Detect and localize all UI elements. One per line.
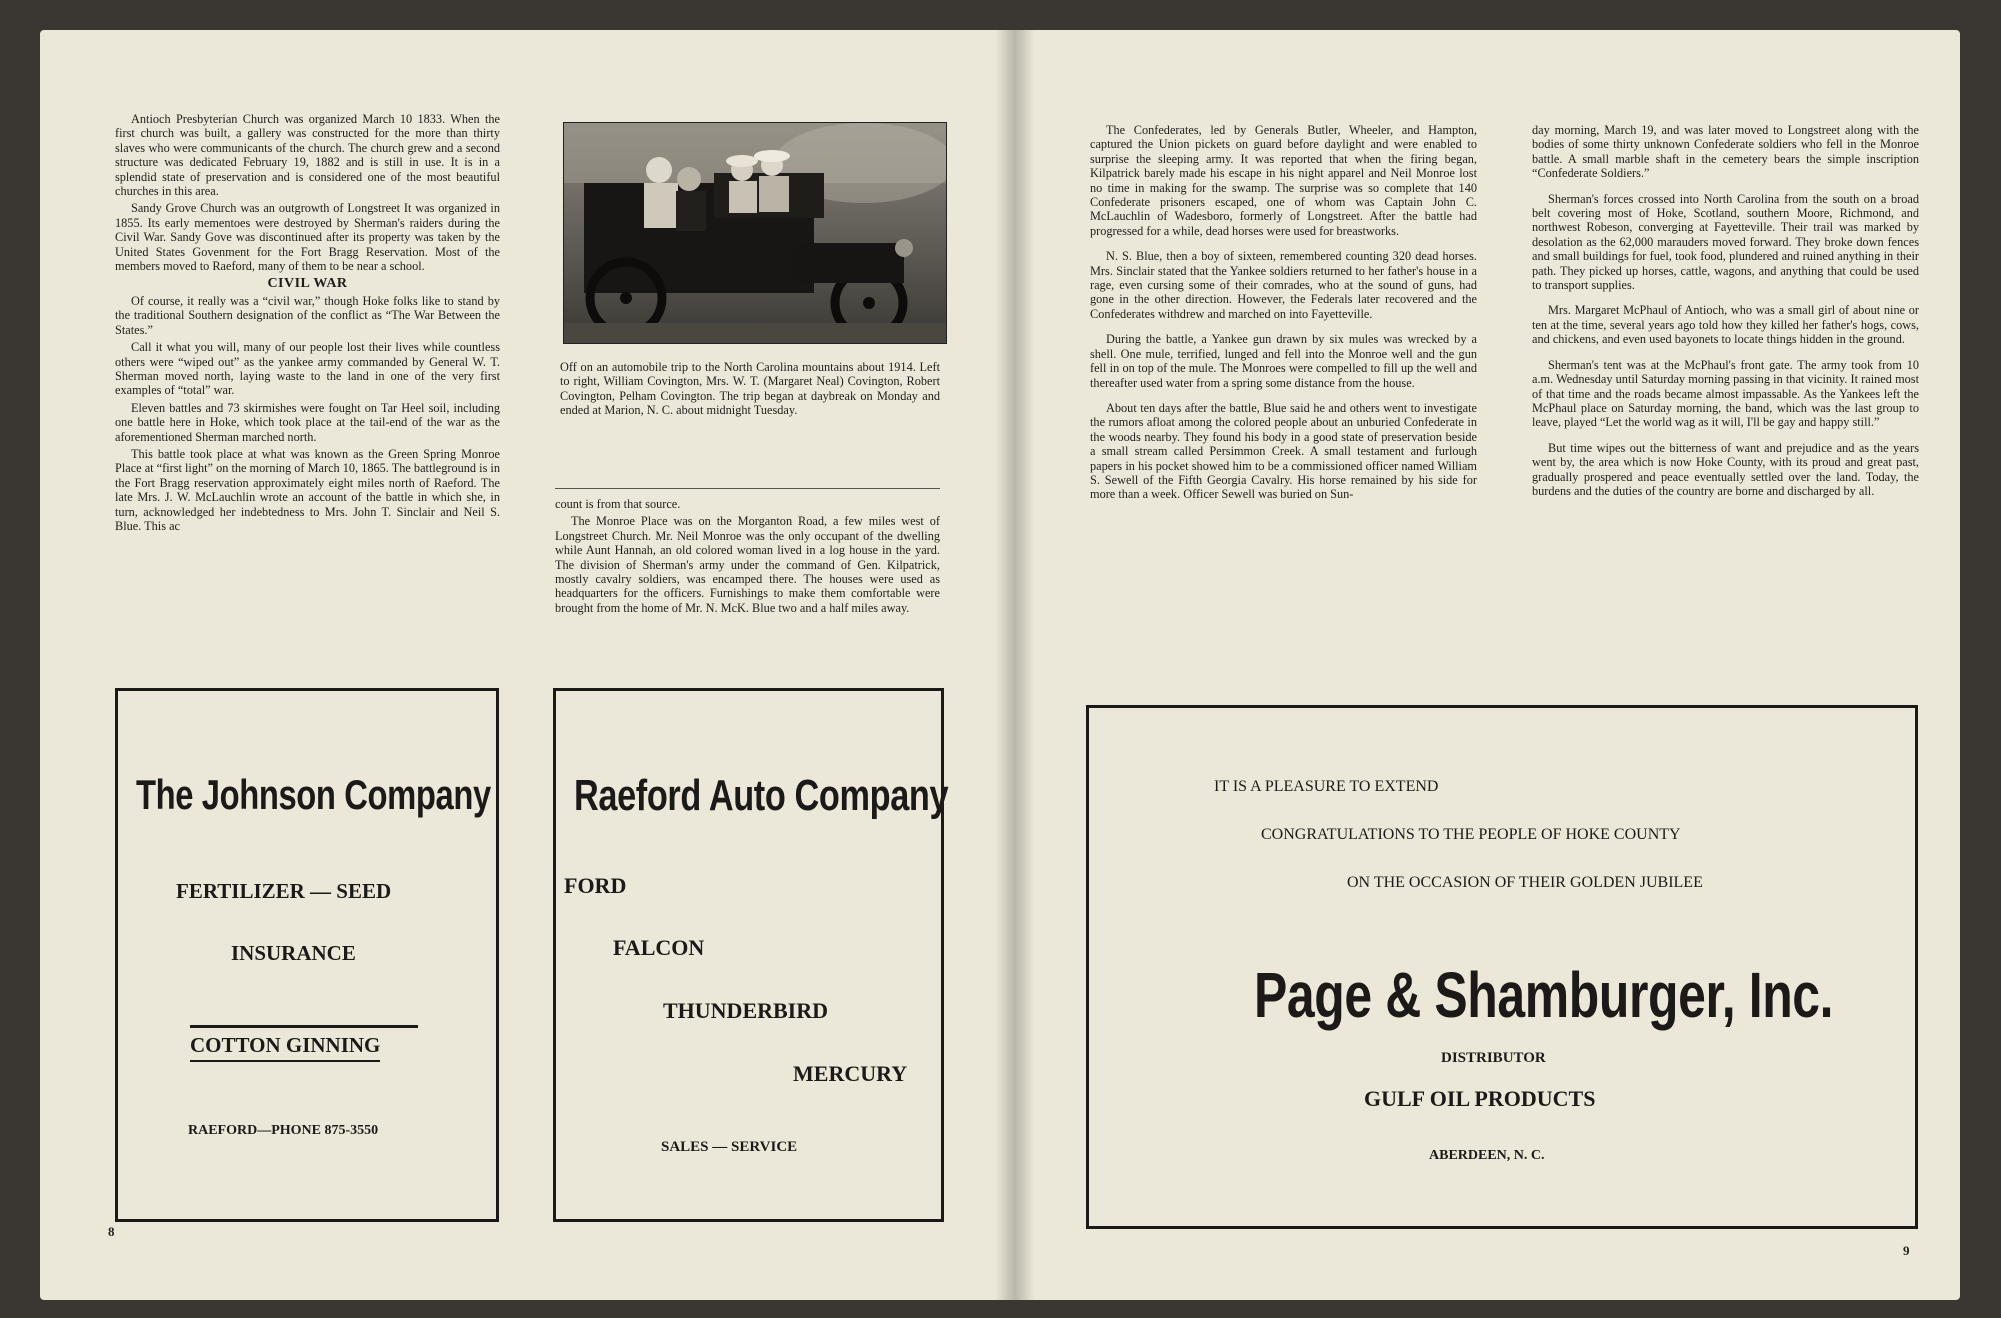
- johnson-ad-footer: RAEFORD—PHONE 875-3550: [188, 1123, 379, 1138]
- johnson-ad-line: INSURANCE: [231, 941, 356, 965]
- shamburger-ad-line: ON THE OCCASION OF THEIR GOLDEN JUBILEE: [1347, 874, 1703, 891]
- raeford-ad-title: Raeford Auto Company: [574, 771, 949, 820]
- paragraph: day morning, March 19, and was later moved to Longstreet along with the bodies of some thirty unknown Confederate soldiers who fell in the Monroe battle. A small marble shaft in the cemetery bears the simple inscription “Confederate Soldiers.”: [1532, 123, 1919, 181]
- paragraph: Mrs. Margaret McPhaul of Antioch, who was a small girl of about nine or ten at the time, several years ago told how they killed her father's hogs, cows, and chickens, and even used bayonets to locate things hidden in the ground.: [1532, 303, 1919, 347]
- right-article-column-1: [1090, 123, 1477, 513]
- shamburger-ad-sub: ABERDEEN, N. C.: [1429, 1148, 1545, 1163]
- paragraph: Sandy Grove Church was an outgrowth of Longstreet It was organized in 1855. Its early mementoes were destroyed by Sherman's raiders during the Civil War. Sandy Gove was discontinued after its property was taken by the United States Govenment for the Fort Bragg Reservation. Most of the members moved to Raeford, many of them to be near a school.: [115, 201, 500, 274]
- raeford-ad-footer: SALES — SERVICE: [661, 1139, 798, 1155]
- paragraph: During the battle, a Yankee gun drawn by six mules was wrecked by a shell. One mule, terrified, lunged and fell into the Monroe well and the gun fell in on top of the mule. The Monroes were compelled to fill up the well and thereafter used water from a spring some distance from the house.: [1090, 332, 1477, 390]
- paragraph: But time wipes out the bitterness of want and prejudice and as the years went by, the area which is now Hoke County, with its proud and great past, gradually prospered and peace eventually settled over the land. Today, the burdens and the duties of the country are borne and discharged by all.: [1532, 440, 1919, 498]
- left-article-column-1: [115, 112, 500, 536]
- page-gutter: [995, 30, 1035, 1300]
- raeford-ad-model: MERCURY: [793, 1061, 908, 1086]
- shamburger-ad-line: CONGRATULATIONS TO THE PEOPLE OF HOKE COUNTY: [1261, 826, 1681, 843]
- shamburger-ad-sub: DISTRIBUTOR: [1441, 1050, 1546, 1066]
- left-article-column-2: [555, 497, 940, 618]
- shamburger-ad-line: IT IS A PLEASURE TO EXTEND: [1214, 778, 1439, 795]
- photo-caption: Off on an automobile trip to the North Carolina mountains about 1914. Left to right, William Covington, Mrs. W. T. (Margaret Neal) Covington, Robert Covington, Pelham Covington. The trip began at daybreak on Monday and ended at Marion, N. C. about midnight Tuesday.: [560, 360, 940, 418]
- paragraph: About ten days after the battle, Blue said he and others went to investigate the rumors afloat among the colored people about an unburied Confederate in the woods nearby. They found his body in a good state of preservation beside a small stream called Persimmon Creek. A small testament and furlough papers in his pocket showed him to be a commissioned officer named William S. Sewell of the Fifth Georgia Cavalry. His horse remained by his side for more than a week. Officer Sewell was buried on Sun-: [1090, 400, 1477, 502]
- page-number-right: 9: [1903, 1243, 1910, 1258]
- johnson-ad-line: FERTILIZER — SEED: [176, 879, 392, 903]
- johnson-ad-line: COTTON GINNING: [190, 1033, 380, 1062]
- paragraph: N. S. Blue, then a boy of sixteen, remembered counting 320 dead horses. Mrs. Sinclair stated that the Yankee soldiers returned to her father's house in a rage, even cursing some of their comrades, who at the sound of guns, had gone in the other direction. However, the Federals later recovered and the Confederates withdrew and marched on into Fayetteville.: [1090, 249, 1477, 321]
- page-number-left: 8: [108, 1224, 115, 1239]
- automobile-photo: [563, 122, 947, 344]
- paragraph: Of course, it really was a “civil war,” though Hoke folks like to stand by the traditional Southern designation of the conflict as “The War Between the States.”: [115, 293, 500, 337]
- cotton-ginning-rule-top: [190, 1025, 418, 1028]
- photo-image: [564, 123, 946, 343]
- page-shamburger-ad: [1086, 705, 1918, 1229]
- paragraph: Sherman's tent was at the McPhaul's front gate. The army took from 10 a.m. Wednesday until Saturday morning passing in that vicinity. It rained most of that time and the roads became almost impassable. As the Yankees left the McPhaul place on Saturday morning, the band, which was the last group to leave, played “Let the world wag as it will, I'll be gay and happy still.”: [1532, 357, 1919, 430]
- paragraph: Sherman's forces crossed into North Carolina from the south on a broad belt covering most of Hoke, Scotland, southern Moore, Richmond, and northwest Robeson, converging at Fayetteville. Their trail was marked by desolation as the 62,000 marauders moved forward. They broke down fences and small buildings for fuel, took food, plundered and ruined anything in their path. They picked up horses, cattle, wagons, and anything that could be used to transport supplies.: [1532, 191, 1919, 293]
- right-article-column-2: [1532, 123, 1919, 509]
- shamburger-ad-sub: GULF OIL PRODUCTS: [1364, 1086, 1596, 1111]
- paragraph: This battle took place at what was known as the Green Spring Monroe Place at “first light” on the morning of March 10, 1865. The battleground is in the Fort Bragg reservation approximately eight miles north of Raeford. The late Mrs. J. W. McLauchlin wrote an account of the battle in which she, in turn, acknowledged her indebtedness to Mrs. John T. Sinclair and Neil S. Blue. This ac: [115, 446, 500, 533]
- raeford-ad-model: FALCON: [613, 935, 705, 960]
- raeford-auto-ad: [553, 688, 949, 1222]
- johnson-company-ad: [115, 688, 499, 1222]
- paragraph: The Confederates, led by Generals Butler, Wheeler, and Hampton, captured the Union pickets on guard before daylight and were enabled to surprise the sleeping army. It was reported that when the firing began, Kilpatrick barely made his escape in his night apparel and Neil Monroe lost no time in making for the swamp. The surprise was so complete that 140 Confederate prisoners escaped, one of whom was Captain John C. McLauchlin of Wadesboro, formerly of Longstreet. After the battle had progressed for a while, dead horses were used for breastworks.: [1090, 123, 1477, 238]
- johnson-ad-title: The Johnson Company: [136, 771, 491, 818]
- paragraph: Call it what you will, many of our people lost their lives while countless others were “wiped out” as the yankee army commanded by General W. T. Sherman moved north, laying waste to the land in one of the very first examples of “total” war.: [115, 340, 500, 398]
- paragraph: The Monroe Place was on the Morganton Road, a few miles west of Longstreet Church. Mr. Neil Monroe was the only occupant of the dwelling while Aunt Hannah, an old colored woman lived in a log house in the yard. The division of Sherman's army under the command of Gen. Kilpatrick, mostly cavalry soldiers, was encamped there. The houses were used as headquarters for the officers. Furnishings to make them comfortable were brought from the home of Mr. N. McK. Blue two and a half miles away.: [555, 514, 940, 615]
- paragraph: count is from that source.: [555, 497, 681, 511]
- raeford-ad-model: THUNDERBIRD: [663, 998, 829, 1023]
- paragraph: Eleven battles and 73 skirmishes were fought on Tar Heel soil, including one battle here in Hoke, which took place at the tail-end of the war as the aforementioned Sherman marched north.: [115, 400, 500, 444]
- raeford-ad-model: FORD: [564, 873, 627, 898]
- shamburger-ad-title: Page & Shamburger, Inc.: [1254, 959, 1834, 1031]
- section-heading: CIVIL WAR: [267, 276, 348, 292]
- paragraph: Antioch Presbyterian Church was organized March 10 1833. When the first church was built, a gallery was constructed for the more than thirty slaves who were communicants of the church. The church grew and a second structure was dedicated February 19, 1882 and is still in use. It is in a splendid state of preservation and is considered one of the most beautiful churches in this area.: [115, 112, 500, 199]
- divider: [555, 488, 940, 489]
